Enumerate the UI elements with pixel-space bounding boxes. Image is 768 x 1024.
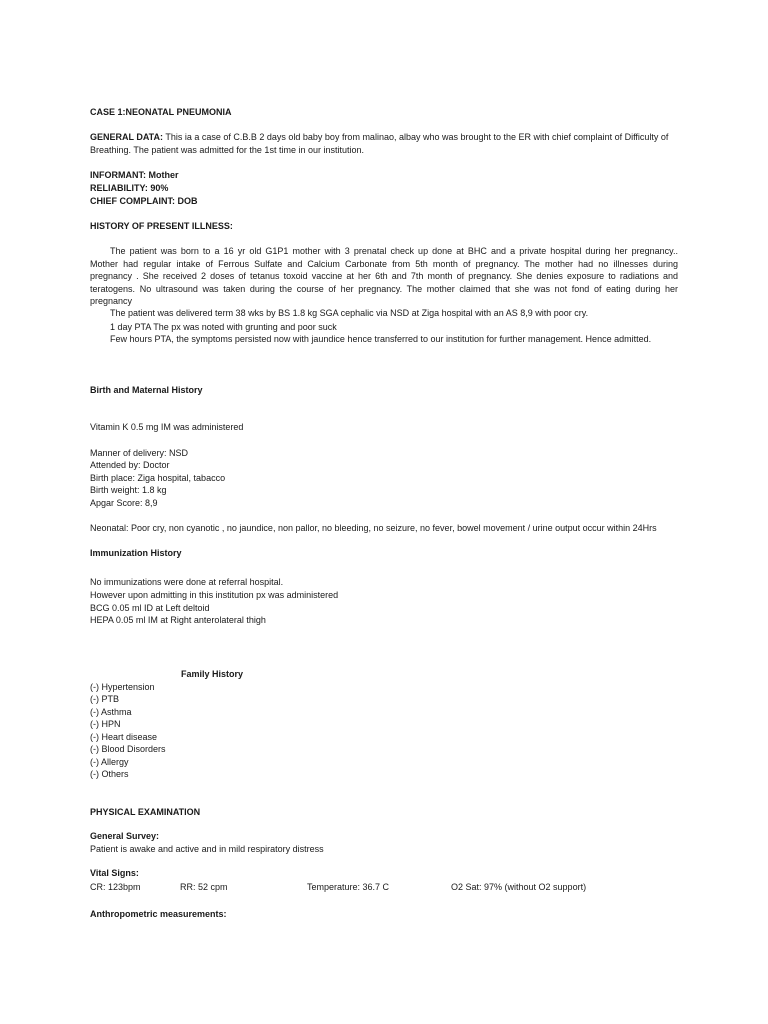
- general-survey-label: General Survey:: [90, 831, 160, 841]
- immunization-line: No immunizations were done at referral hospital.: [90, 577, 284, 587]
- family-item: (-) PTB: [90, 694, 119, 704]
- family-item: (-) Asthma: [90, 707, 132, 717]
- manner-of-delivery: Manner of delivery: NSD: [90, 448, 189, 458]
- pe-heading: PHYSICAL EXAMINATION: [90, 807, 201, 817]
- general-data-line2: Breathing. The patient was admitted for the 1st time in our institution.: [90, 145, 364, 155]
- hpi-line: The patient was born to a 16 yr old G1P1 mother with 3 prenatal check up done at BHC and a private hospital during her pregnancy..: [110, 246, 678, 256]
- general-data-label: GENERAL DATA:: [90, 132, 163, 142]
- vital-o2-sat: O2 Sat: 97% (without O2 support): [451, 882, 587, 892]
- general-data-line1: [90, 131, 668, 143]
- hpi-line: pregnancy . She received 2 doses of tetanus toxoid vaccine at her 6th and 7th month of pregnancy. She denies exposure to radiations and: [90, 271, 678, 281]
- family-item: (-) Blood Disorders: [90, 744, 166, 754]
- hpi-line: pregnancy: [90, 296, 133, 306]
- immunization-heading: Immunization History: [90, 548, 182, 558]
- family-item: (-) Allergy: [90, 757, 129, 767]
- chief-complaint: CHIEF COMPLAINT: DOB: [90, 196, 198, 206]
- hpi-line: Few hours PTA, the symptoms persisted now with jaundice hence transferred to our institution for further management. Hence admitted.: [110, 334, 652, 344]
- immunization-line: BCG 0.05 ml ID at Left deltoid: [90, 603, 210, 613]
- neonatal: Neonatal: Poor cry, non cyanotic , no jaundice, non pallor, no bleeding, no seizure, no fever, bowel movement / urine output occur within 24Hrs: [90, 523, 657, 533]
- general-survey-text: Patient is awake and active and in mild respiratory distress: [90, 844, 324, 854]
- case-title: CASE 1:NEONATAL PNEUMONIA: [90, 107, 232, 117]
- vital-temperature: Temperature: 36.7 C: [307, 882, 390, 892]
- birth-place: Birth place: Ziga hospital, tabacco: [90, 473, 226, 483]
- hpi-line: The patient was delivered term 38 wks by BS 1.8 kg SGA cephalic via NSD at Ziga hospital with an AS 8,9 with poor cry.: [110, 308, 589, 318]
- hpi-line: teratogens. No ultrasound was taken during the course of her pregnancy. The mother claimed that she was not fond of eating during her: [90, 284, 678, 294]
- apgar-score: Apgar Score: 8,9: [90, 498, 158, 508]
- vital-rr: RR: 52 cpm: [180, 882, 228, 892]
- hpi-heading: HISTORY OF PRESENT ILLNESS:: [90, 221, 233, 231]
- family-item: (-) HPN: [90, 719, 121, 729]
- vital-cr: CR: 123bpm: [90, 882, 141, 892]
- family-item: (-) Hypertension: [90, 682, 155, 692]
- informant: INFORMANT: Mother: [90, 170, 179, 180]
- general-data-text1: This ia a case of C.B.B 2 days old baby boy from malinao, albay who was brought to the ER with chief complaint of Difficulty of: [165, 132, 669, 142]
- immunization-line: However upon admitting in this institution px was administered: [90, 590, 339, 600]
- vital-signs-label: Vital Signs:: [90, 868, 139, 878]
- family-heading: Family History: [181, 669, 244, 679]
- vitamin-k: Vitamin K 0.5 mg IM was administered: [90, 422, 244, 432]
- hpi-line: 1 day PTA The px was noted with grunting and poor suck: [110, 322, 337, 332]
- immunization-line: HEPA 0.05 ml IM at Right anterolateral thigh: [90, 615, 266, 625]
- birth-weight: Birth weight: 1.8 kg: [90, 485, 167, 495]
- attended-by: Attended by: Doctor: [90, 460, 170, 470]
- family-item: (-) Heart disease: [90, 732, 158, 742]
- anthropometric-label: Anthropometric measurements:: [90, 909, 227, 919]
- birth-heading: Birth and Maternal History: [90, 385, 203, 395]
- family-item: (-) Others: [90, 769, 129, 779]
- hpi-line: Mother had regular intake of Ferrous Sulfate and Calcium Carbonate from 5th month of pregnancy. The mother had no illnesses during: [90, 259, 678, 269]
- reliability: RELIABILITY: 90%: [90, 183, 169, 193]
